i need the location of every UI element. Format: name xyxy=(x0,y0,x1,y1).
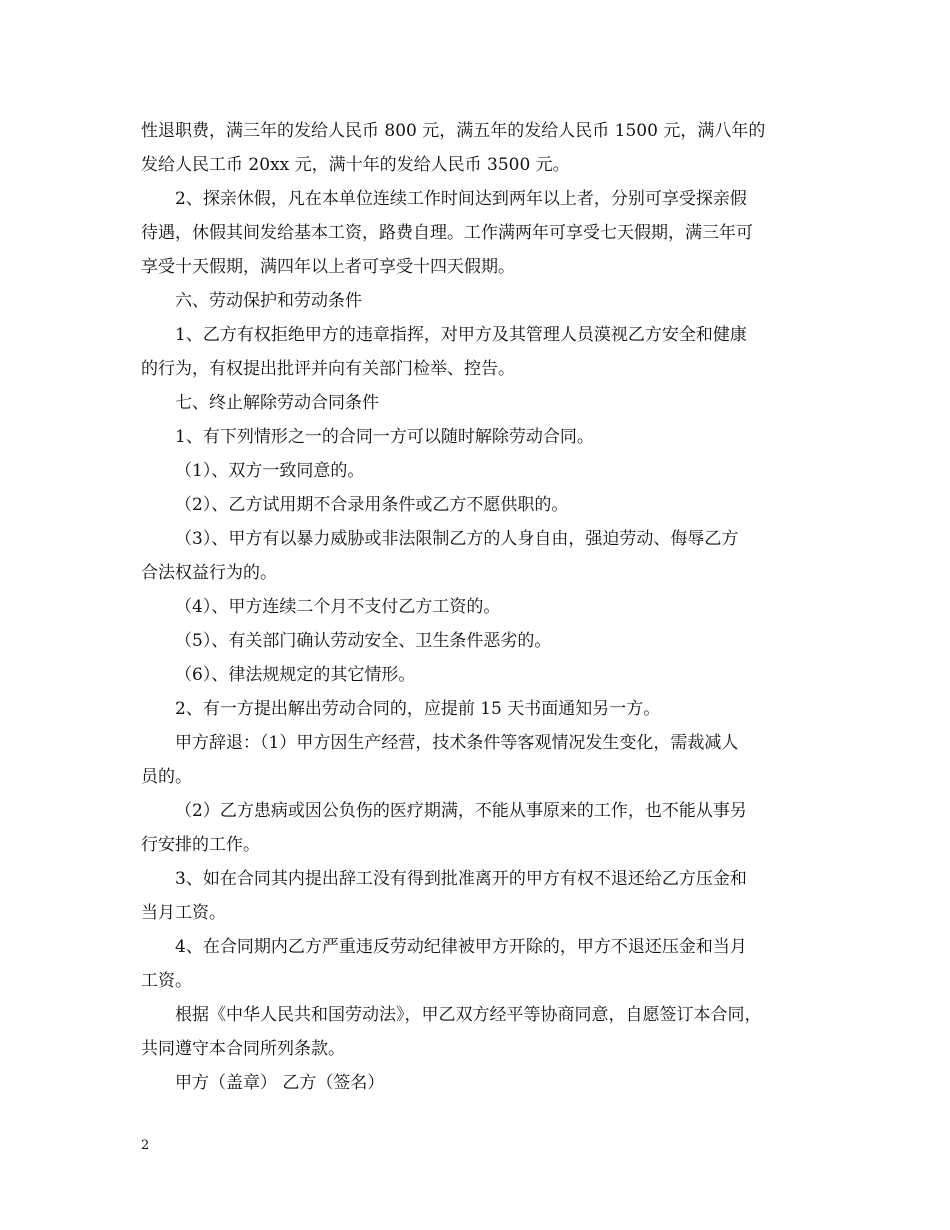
text-line: 共同遵守本合同所列条款。 xyxy=(141,1039,345,1059)
text-line: 2、有一方提出解出劳动合同的，应提前 15 天书面通知另一方。 xyxy=(175,699,661,719)
text-line: 的行为，有权提出批评并向有关部门检举、控告。 xyxy=(141,359,515,379)
text-line: 4、在合同期内乙方严重违反劳动纪律被甲方开除的，甲方不退还压金和当月 xyxy=(175,937,747,957)
text-line: 六、劳动保护和劳动条件 xyxy=(175,291,362,311)
text-line: （1）、双方一致同意的。 xyxy=(175,461,365,481)
text-line: 合法权益行为的。 xyxy=(141,563,277,583)
text-line: （3）、甲方有以暴力威胁或非法限制乙方的人身自由，强迫劳动、侮辱乙方 xyxy=(175,529,739,549)
page-number: 2 xyxy=(141,1138,150,1153)
text-line: 工资。 xyxy=(141,971,192,991)
text-line: 员的。 xyxy=(141,767,192,787)
text-line: 2、探亲休假，凡在本单位连续工作时间达到两年以上者，分别可享受探亲假 xyxy=(175,189,747,209)
text-line: 当月工资。 xyxy=(141,903,226,923)
text-line: 行安排的工作。 xyxy=(141,835,260,855)
text-line: 甲方（盖章） 乙方（签名） xyxy=(175,1073,385,1093)
text-line: 1、乙方有权拒绝甲方的违章指挥，对甲方及其管理人员漠视乙方安全和健康 xyxy=(175,325,747,345)
text-line: 发给人民工币 20xx 元，满十年的发给人民币 3500 元。 xyxy=(141,155,570,175)
text-line: 根据《中华人民共和国劳动法》，甲乙双方经平等协商同意，自愿签订本合同， xyxy=(175,1005,762,1025)
text-line: 待遇，休假其间发给基本工资，路费自理。工作满两年可享受七天假期，满三年可 xyxy=(141,223,753,243)
text-line: （4）、甲方连续二个月不支付乙方工资的。 xyxy=(175,597,501,617)
text-line: 1、有下列情形之一的合同一方可以随时解除劳动合同。 xyxy=(175,427,594,447)
text-line: （2）、乙方试用期不合录用条件或乙方不愿供职的。 xyxy=(175,495,569,515)
text-line: 甲方辞退：（1）甲方因生产经营，技术条件等客观情况发生变化，需裁减人 xyxy=(175,733,739,753)
text-line: 性退职费，满三年的发给人民币 800 元，满五年的发给人民币 1500 元，满八年的 xyxy=(141,121,766,141)
text-line: （2）乙方患病或因公负伤的医疗期满，不能从事原来的工作，也不能从事另 xyxy=(175,801,747,821)
text-line: 享受十天假期，满四年以上者可享受十四天假期。 xyxy=(141,257,515,277)
text-line: 七、终止解除劳动合同条件 xyxy=(175,393,379,413)
text-line: （6）、律法规规定的其它情形。 xyxy=(175,665,416,685)
text-line: （5）、有关部门确认劳动安全、卫生条件恶劣的。 xyxy=(175,631,552,651)
text-line: 3、如在合同其内提出辞工没有得到批准离开的甲方有权不退还给乙方压金和 xyxy=(175,869,747,889)
